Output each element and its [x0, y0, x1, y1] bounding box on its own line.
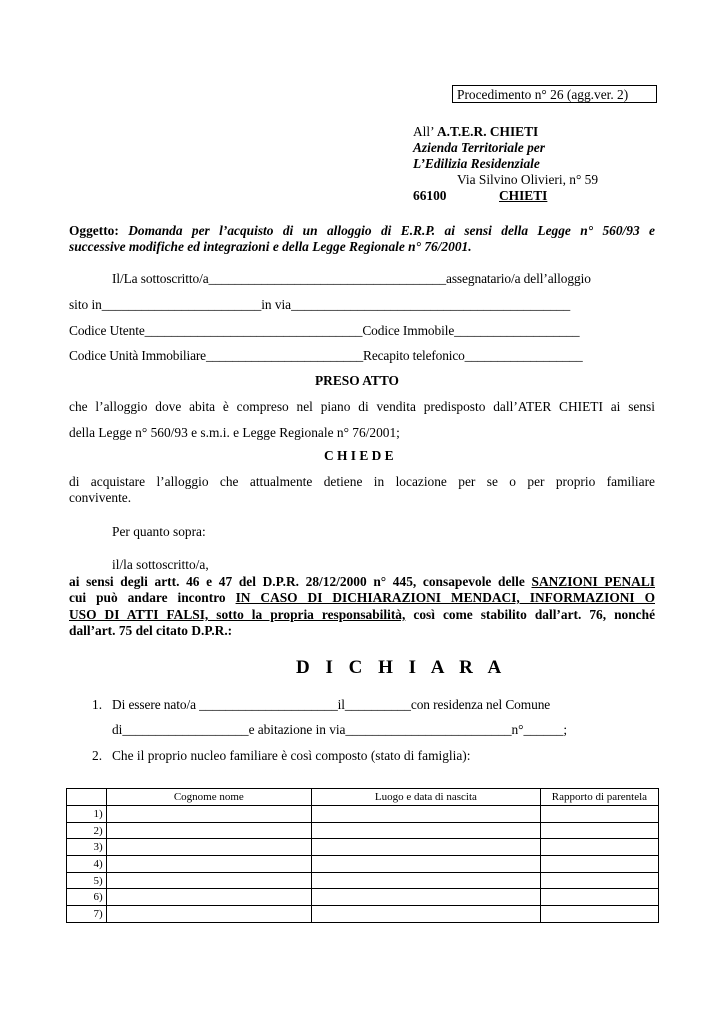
cell-relation[interactable]: [540, 906, 658, 923]
recipient-street: Via Silvino Olivieri, n° 59: [457, 172, 599, 187]
table-row: [67, 806, 659, 823]
cell-relation[interactable]: [540, 806, 658, 823]
row-number: 1): [67, 806, 107, 823]
cell-relation[interactable]: [540, 872, 658, 889]
field-line-3: Codice Utente_________________________________Codice Immobile___________________: [69, 323, 580, 338]
row-number: 2): [67, 822, 107, 839]
field-line-4: Codice Unità Immobiliare________________________Recapito telefonico__________________: [69, 348, 583, 363]
table-row: [67, 872, 659, 889]
row-number: 5): [67, 872, 107, 889]
cell-name[interactable]: [106, 872, 311, 889]
recipient-line2: Azienda Territoriale per: [413, 140, 545, 155]
item-2-text: Che il proprio nucleo familiare è così composto (stato di famiglia):: [112, 748, 471, 763]
item-1-line1: Di essere nato/a _____________________il__________con residenza nel Comune: [112, 697, 551, 712]
preso-atto-line2: della Legge n° 560/93 e s.m.i. e Legge Regionale n° 76/2001;: [69, 425, 400, 440]
header-relation: Rapporto di parentela: [540, 789, 658, 806]
cell-name[interactable]: [106, 856, 311, 873]
declaration-l1-underlined: SANZIONI PENALI: [531, 574, 655, 589]
table-row: [67, 822, 659, 839]
table-row: [67, 856, 659, 873]
procedure-box: [452, 85, 657, 103]
declaration-line1: [69, 574, 655, 590]
preso-atto-heading: PRESO ATTO: [315, 373, 399, 388]
subject-label: Oggetto:: [69, 223, 119, 238]
declaration-l2-underlined: IN CASO DI DICHIARAZIONI MENDACI, INFORMAZIONI O: [235, 590, 655, 605]
cell-name[interactable]: [106, 906, 311, 923]
cell-birth[interactable]: [311, 889, 540, 906]
procedure-label: Procedimento n° 26 (agg.ver. 2): [457, 87, 629, 102]
recipient-city: CHIETI: [499, 188, 548, 203]
recipient-cap: 66100: [413, 188, 447, 203]
recipient-name-line: [413, 124, 538, 140]
field-line-1: Il/La sottoscritto/a____________________________________assegnatario/a dell’alloggio: [112, 271, 591, 286]
table-row: [67, 906, 659, 923]
chiede-heading: C H I E D E: [324, 448, 394, 463]
declaration-line3: [69, 607, 655, 623]
row-number: 3): [67, 839, 107, 856]
subject-line2: successive modifiche ed integrazioni e della Legge Regionale n° 76/2001.: [69, 239, 472, 254]
declaration-l3-text: così come stabilito dall’art. 76, nonché: [405, 607, 656, 622]
preso-atto-line1: che l’alloggio dove abita è compreso nel piano di vendita predisposto dall’ATER CHIETI ai sensi: [69, 399, 655, 414]
table-header-blank: [67, 789, 107, 806]
row-number: 4): [67, 856, 107, 873]
cell-relation[interactable]: [540, 822, 658, 839]
table-row: [67, 839, 659, 856]
cell-relation[interactable]: [540, 856, 658, 873]
table-header-row: [67, 789, 659, 806]
declaration-line4: dall’art. 75 del citato D.P.R.:: [69, 623, 233, 638]
header-name: Cognome nome: [106, 789, 311, 806]
recipient-prefix: All’: [413, 124, 434, 139]
table-row: [67, 889, 659, 906]
subject-text-1: Domanda per l’acquisto di un alloggio di E.R.P. ai sensi della Legge n° 560/93 e: [128, 223, 655, 238]
row-number: 6): [67, 889, 107, 906]
cell-birth[interactable]: [311, 856, 540, 873]
cell-birth[interactable]: [311, 806, 540, 823]
cell-birth[interactable]: [311, 822, 540, 839]
cell-birth[interactable]: [311, 839, 540, 856]
declaration-l1-text: ai sensi degli artt. 46 e 47 del D.P.R. 28/12/2000 n° 445, consapevole delle: [69, 574, 532, 589]
header-birth: Luogo e data di nascita: [311, 789, 540, 806]
recipient-name: A.T.E.R. CHIETI: [436, 124, 539, 139]
declaration-line2: [69, 590, 655, 606]
family-table: [66, 788, 659, 923]
recipient-line3: L’Edilizia Residenziale: [413, 156, 540, 171]
cell-name[interactable]: [106, 806, 311, 823]
cell-name[interactable]: [106, 839, 311, 856]
subject-line1: [69, 223, 655, 239]
cell-name[interactable]: [106, 822, 311, 839]
dichiara-heading: D I C H I A R A: [296, 657, 507, 678]
cell-birth[interactable]: [311, 872, 540, 889]
chiede-line2: convivente.: [69, 490, 132, 505]
chiede-line1: di acquistare l’alloggio che attualmente detiene in locazione per se o per proprio familiare: [69, 474, 655, 489]
declaration-l2-text: cui può andare incontro: [69, 590, 236, 605]
item-2-number: 2.: [92, 748, 103, 763]
field-line-2: sito in________________________in via__________________________________________: [69, 297, 571, 312]
item-1-number: 1.: [92, 697, 103, 712]
il-la-sottoscritto: il/la sottoscritto/a,: [112, 557, 209, 572]
cell-relation[interactable]: [540, 889, 658, 906]
item-1-line2: di___________________e abitazione in via_________________________n°______;: [112, 722, 568, 737]
cell-birth[interactable]: [311, 906, 540, 923]
cell-name[interactable]: [106, 889, 311, 906]
cell-relation[interactable]: [540, 839, 658, 856]
per-quanto-sopra: Per quanto sopra:: [112, 524, 206, 539]
declaration-l3-underlined: USO DI ATTI FALSI, sotto la propria responsabilità,: [69, 607, 406, 622]
row-number: 7): [67, 906, 107, 923]
